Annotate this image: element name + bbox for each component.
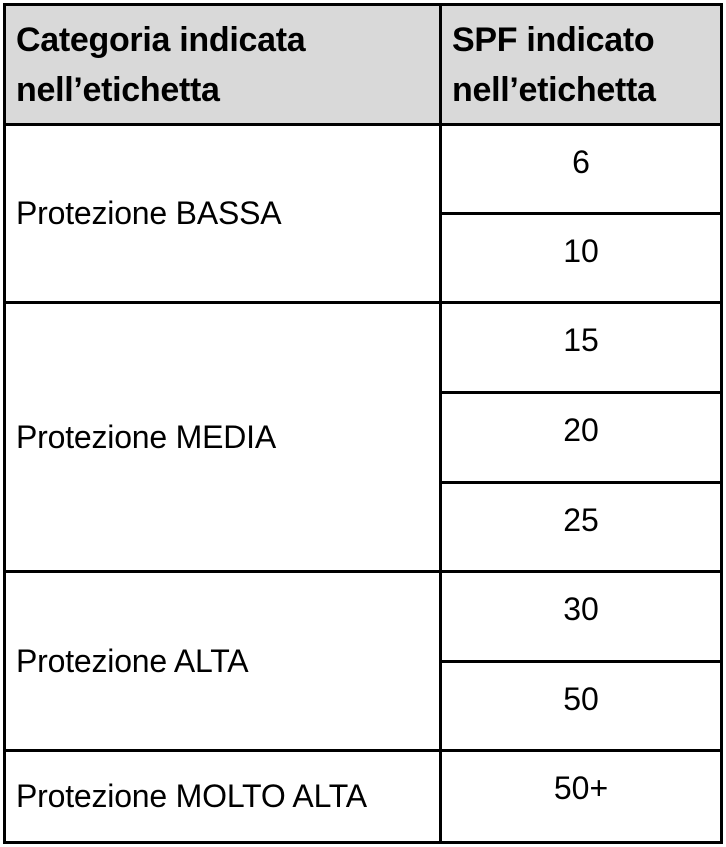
table-row	[5, 572, 722, 662]
category-cell: Protezione ALTA	[5, 572, 441, 751]
table-row	[5, 751, 722, 843]
header-category-line1: Categoria indicata	[16, 20, 306, 59]
spf-cell: 50+	[441, 751, 722, 843]
spf-cell: 10	[441, 214, 722, 303]
header-spf-line2: nell’etichetta	[452, 70, 656, 109]
table-row	[5, 303, 722, 393]
header-spf	[441, 5, 722, 125]
category-cell: Protezione BASSA	[5, 125, 441, 303]
table-row	[5, 125, 722, 214]
spf-cell: 6	[441, 125, 722, 214]
spf-cell: 50	[441, 662, 722, 751]
header-row	[5, 5, 722, 125]
category-cell: Protezione MOLTO ALTA	[5, 751, 441, 843]
header-spf-line1: SPF indicato	[452, 20, 655, 59]
spf-cell: 20	[441, 393, 722, 483]
header-category-line2: nell’etichetta	[16, 70, 220, 109]
spf-category-table	[3, 3, 723, 844]
header-category	[5, 5, 441, 125]
category-cell: Protezione MEDIA	[5, 303, 441, 572]
spf-cell: 30	[441, 572, 722, 662]
spf-cell: 15	[441, 303, 722, 393]
spf-cell: 25	[441, 483, 722, 572]
